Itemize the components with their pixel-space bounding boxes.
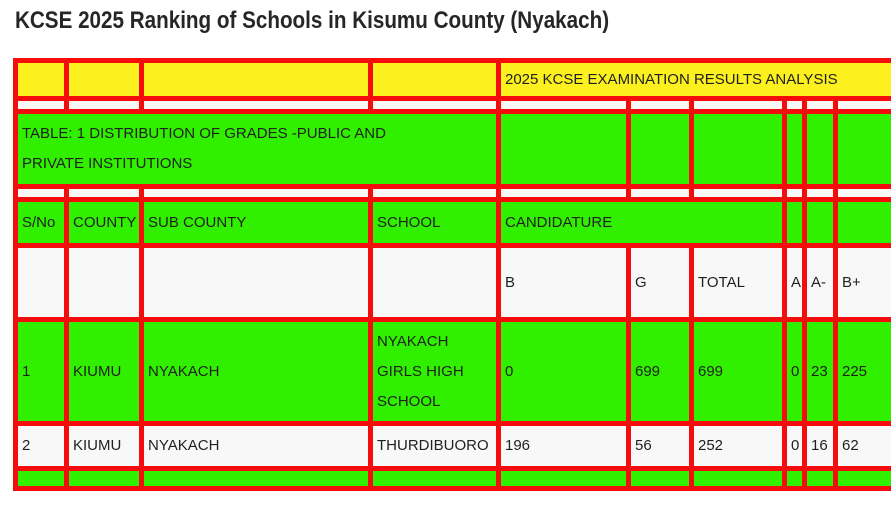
col-header-sno: S/No xyxy=(16,200,67,246)
spacer-row xyxy=(16,187,891,200)
cell-county: KIUMU xyxy=(67,320,142,424)
cell-sub-county: NYAKACH xyxy=(142,320,371,424)
caption-empty-cell xyxy=(785,112,805,187)
spacer-cell xyxy=(371,187,499,200)
cell-empty xyxy=(836,469,891,489)
caption-row xyxy=(16,112,891,187)
caption-empty-cell xyxy=(499,112,629,187)
sub-header-empty xyxy=(371,246,499,320)
caption-empty-cell xyxy=(629,112,692,187)
col-header-candidature: CANDIDATURE xyxy=(499,200,785,246)
spacer-cell xyxy=(142,187,371,200)
cell-grade-a-minus: 23 xyxy=(805,320,836,424)
cell-empty xyxy=(142,469,371,489)
banner-empty-cell xyxy=(16,61,67,99)
cell-county: KIUMU xyxy=(67,424,142,469)
cell-grade-b-plus: 62 xyxy=(836,424,891,469)
banner-empty-cell xyxy=(371,61,499,99)
table-row xyxy=(16,320,891,424)
spacer-cell xyxy=(371,99,499,112)
spacer-cell xyxy=(499,187,629,200)
spacer-cell xyxy=(629,99,692,112)
cell-sno: 1 xyxy=(16,320,67,424)
col-header-empty xyxy=(785,200,805,246)
table-caption: TABLE: 1 DISTRIBUTION OF GRADES -PUBLIC AND PRIVATE INSTITUTIONS xyxy=(22,119,422,179)
banner-cell: 2025 KCSE EXAMINATION RESULTS ANALYSIS xyxy=(499,61,891,99)
spacer-cell xyxy=(805,99,836,112)
cell-total: 699 xyxy=(692,320,785,424)
cell-sub-county: NYAKACH xyxy=(142,424,371,469)
spacer-cell xyxy=(67,99,142,112)
school-name: NYAKACH GIRLS HIGH SCHOOL xyxy=(377,327,477,417)
sub-header-boys: B xyxy=(499,246,629,320)
cell-boys: 196 xyxy=(499,424,629,469)
results-table xyxy=(13,58,891,491)
sub-header-empty xyxy=(142,246,371,320)
cell-girls: 699 xyxy=(629,320,692,424)
col-header-empty xyxy=(805,200,836,246)
cell-empty xyxy=(67,469,142,489)
spacer-cell xyxy=(142,99,371,112)
cell-empty xyxy=(805,469,836,489)
col-header-county: COUNTY xyxy=(67,200,142,246)
cell-empty xyxy=(16,469,67,489)
cell-empty xyxy=(629,469,692,489)
caption-cell xyxy=(16,112,499,187)
spacer-cell xyxy=(629,187,692,200)
table-row xyxy=(16,424,891,469)
sub-header-total: TOTAL xyxy=(692,246,785,320)
spacer-cell xyxy=(67,187,142,200)
cell-sno: 2 xyxy=(16,424,67,469)
page-title: KCSE 2025 Ranking of Schools in Kisumu County (Nyakach) xyxy=(15,6,768,36)
sub-header-girls: G xyxy=(629,246,692,320)
cell-school xyxy=(371,424,499,469)
banner-row xyxy=(16,61,891,99)
cell-school xyxy=(371,320,499,424)
spacer-cell xyxy=(692,187,785,200)
spacer-cell xyxy=(16,99,67,112)
sub-header-row xyxy=(16,246,891,320)
cell-empty xyxy=(692,469,785,489)
cell-empty xyxy=(785,469,805,489)
cell-boys: 0 xyxy=(499,320,629,424)
cell-grade-a-minus: 16 xyxy=(805,424,836,469)
cell-girls: 56 xyxy=(629,424,692,469)
spacer-cell xyxy=(16,187,67,200)
page xyxy=(0,6,891,491)
spacer-cell xyxy=(692,99,785,112)
spacer-cell xyxy=(785,99,805,112)
cell-empty xyxy=(499,469,629,489)
caption-empty-cell xyxy=(805,112,836,187)
caption-empty-cell xyxy=(836,112,891,187)
cell-empty xyxy=(371,469,499,489)
col-header-school: SCHOOL xyxy=(371,200,499,246)
cell-total: 252 xyxy=(692,424,785,469)
spacer-cell xyxy=(785,187,805,200)
school-name: THURDIBUORO xyxy=(377,431,477,461)
sub-header-grade-b-plus: B+ xyxy=(836,246,891,320)
sub-header-empty xyxy=(67,246,142,320)
banner-empty-cell xyxy=(142,61,371,99)
caption-empty-cell xyxy=(692,112,785,187)
col-header-empty xyxy=(836,200,891,246)
spacer-cell xyxy=(836,187,891,200)
cell-grade-a: 0 xyxy=(785,320,805,424)
sub-header-empty xyxy=(16,246,67,320)
spacer-cell xyxy=(499,99,629,112)
sub-header-grade-a-minus: A- xyxy=(805,246,836,320)
banner-empty-cell xyxy=(67,61,142,99)
table-row xyxy=(16,469,891,489)
cell-grade-b-plus: 225 xyxy=(836,320,891,424)
sub-header-grade-a: A xyxy=(785,246,805,320)
spacer-row xyxy=(16,99,891,112)
col-header-sub-county: SUB COUNTY xyxy=(142,200,371,246)
column-header-row xyxy=(16,200,891,246)
spacer-cell xyxy=(805,187,836,200)
spacer-cell xyxy=(836,99,891,112)
cell-grade-a: 0 xyxy=(785,424,805,469)
